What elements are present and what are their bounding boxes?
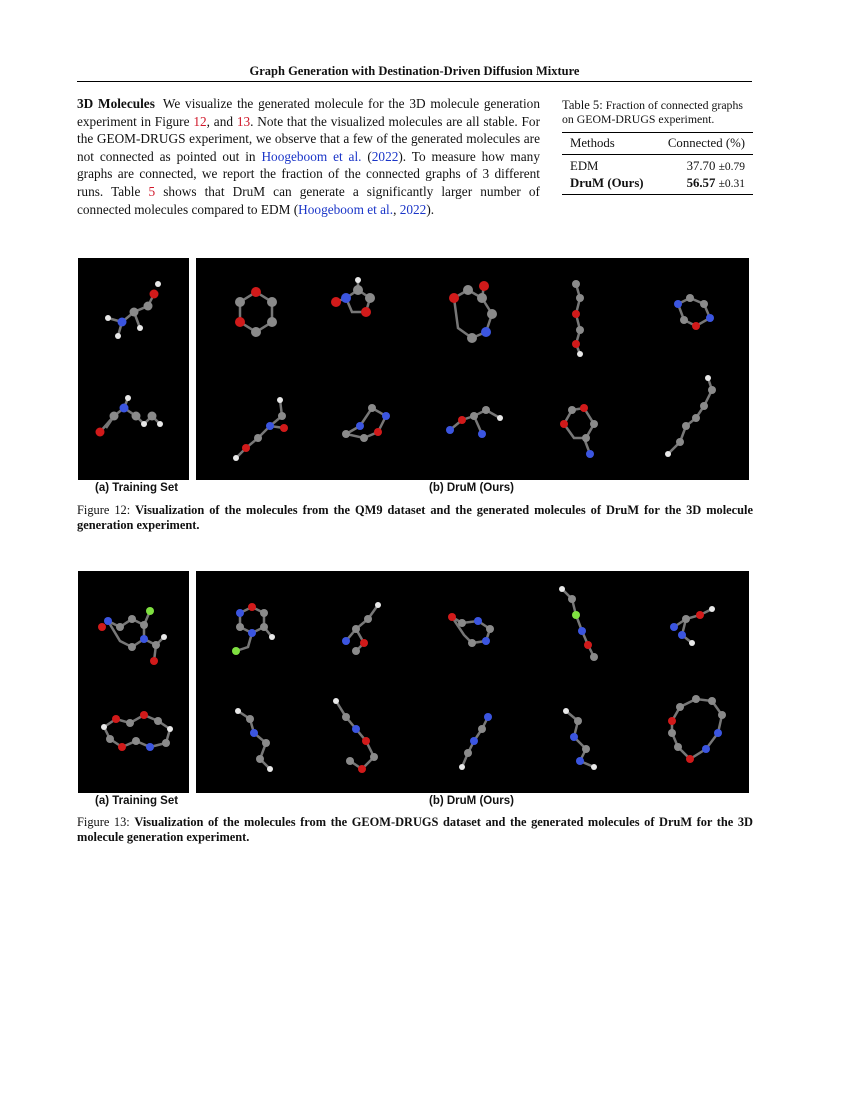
row-method: EDM: [570, 159, 599, 174]
table-row: [562, 155, 753, 176]
table-label: Table 5:: [562, 98, 603, 112]
table-caption: [562, 99, 753, 126]
fig12-training-panel: [78, 258, 189, 480]
fig12-sub-b: (b) DruM (Ours): [429, 482, 514, 494]
fig13-label: Figure 13:: [77, 815, 130, 829]
value-number: 56.57: [686, 176, 716, 191]
para-text-5: (: [361, 148, 372, 164]
fig13-caption: [77, 815, 753, 844]
para-text-3: , and: [206, 113, 237, 129]
fig12-label: Figure 12:: [77, 503, 131, 517]
citation-year-link-2[interactable]: 2022: [399, 201, 427, 217]
fig13-sub-a: (a) Training Set: [95, 795, 179, 807]
header-rule: [77, 81, 752, 82]
fig12-caption: [77, 503, 753, 532]
running-header: Graph Generation with Destination-Driven Diffusion Mixture: [249, 64, 580, 78]
citation-link[interactable]: Hoogeboom et al.: [261, 148, 362, 164]
table-header-row: [562, 133, 753, 155]
para-text-4: . Note that the visualized molecules are all stable. For the GEOM-DRUGS experiment, we observe that a few of the generated molecules are not connected as pointed out in: [77, 113, 541, 164]
para-text-7: shows that DruM can generate a significantly larger number of connected molecules compared to EDM (: [77, 183, 540, 217]
value-number: 37.70: [686, 159, 716, 174]
fig12-drum-molecules: [196, 258, 749, 480]
row-value: [656, 175, 753, 195]
fig13-training-panel: [78, 571, 189, 793]
citation-year-link[interactable]: 2022: [371, 148, 399, 164]
row-method: DruM (Ours): [562, 175, 656, 195]
figure-13-link[interactable]: 13: [236, 113, 251, 129]
para-text-9: ).: [426, 201, 435, 217]
table-caption-text: Fraction of connected graphs on GEOM-DRUGS experiment.: [562, 98, 743, 126]
results-table: [562, 132, 753, 195]
citation-link-2[interactable]: Hoogeboom et al.: [298, 201, 394, 217]
section-paragraph: [77, 95, 540, 218]
fig13-caption-text: Visualization of the molecules from the GEOM-DRUGS dataset and the generated molecules of DruM for the 3D molecule generation experiment.: [77, 815, 754, 844]
row-value: [656, 155, 753, 176]
para-text-8: ,: [393, 201, 400, 217]
table-5: [562, 99, 753, 195]
table-row: [562, 175, 753, 195]
fig12-drum-panel: [196, 258, 749, 480]
fig13-drum-panel: [196, 571, 749, 793]
value-pm: ±0.31: [718, 178, 745, 191]
figure-12-link[interactable]: 12: [193, 113, 207, 129]
col-connected: Connected (%): [656, 133, 753, 155]
para-text-6: ). To measure how many graphs are connected, we report the fraction of the connected graphs of 3 different runs. Table: [77, 148, 540, 199]
fig12-training-molecules: [78, 258, 189, 480]
fig12-sub-a: (a) Training Set: [95, 482, 179, 494]
col-methods: Methods: [562, 133, 656, 155]
fig13-drum-molecules: [196, 571, 749, 793]
para-text-2: experiment in Figure: [77, 113, 194, 129]
section-heading: 3D Molecules: [77, 96, 155, 111]
value-pm: ±0.79: [718, 161, 745, 174]
fig13-sub-b: (b) DruM (Ours): [429, 795, 514, 807]
para-text-1: We visualize the generated molecule for the 3D molecule generation: [162, 96, 540, 111]
table-5-link[interactable]: 5: [148, 183, 156, 199]
fig13-training-molecules: [78, 571, 189, 793]
fig12-caption-text: Visualization of the molecules from the QM9 dataset and the generated molecules of DruM for the 3D molecule generation experiment.: [77, 503, 753, 532]
